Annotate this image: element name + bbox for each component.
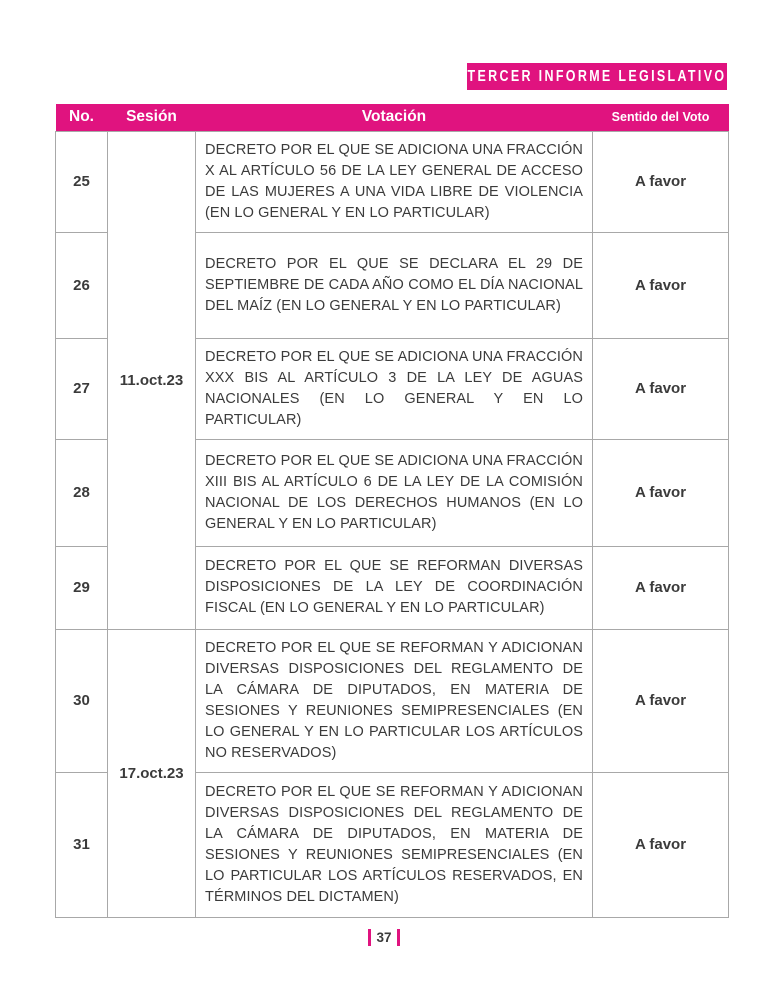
table-row [56,131,729,232]
votacion-text: DECRETO POR EL QUE SE DECLARA EL 29 DE SEPTIEMBRE DE CADA AÑO COMO EL DÍA NACIONAL DEL MAÍZ (EN LO GENERAL Y EN LO PARTICULAR) [196,232,593,338]
votacion-text: DECRETO POR EL QUE SE ADICIONA UNA FRACCIÓN XXX BIS AL ARTÍCULO 3 DE LA LEY DE AGUAS NACIONALES (EN LO GENERAL Y EN LO PARTICULAR) [196,338,593,439]
vote-direction: A favor [593,546,729,629]
table-row [56,629,729,772]
row-number: 25 [56,131,108,232]
vote-direction: A favor [593,232,729,338]
report-title-banner [467,63,727,90]
votacion-text: DECRETO POR EL QUE SE ADICIONA UNA FRACCIÓN XIII BIS AL ARTÍCULO 6 DE LA LEY DE LA COMISIÓN NACIONAL DE LOS DERECHOS HUMANOS (EN LO GENERAL Y EN LO PARTICULAR) [196,439,593,546]
votacion-text: DECRETO POR EL QUE SE REFORMAN Y ADICIONAN DIVERSAS DISPOSICIONES DEL REGLAMENTO DE LA CÁMARA DE DIPUTADOS, EN MATERIA DE SESIONES Y REUNIONES SEMIPRESENCIALES (EN LO GENERAL Y EN LO PARTICULAR LOS ARTÍCULOS NO RESERVADOS) [196,629,593,772]
votes-table [55,104,729,918]
column-header-votacion: Votación [196,104,593,131]
vote-direction: A favor [593,629,729,772]
row-number: 28 [56,439,108,546]
row-number: 30 [56,629,108,772]
votes-table-header [56,104,729,131]
page-number-right-bar [397,929,400,946]
column-header-no: No. [56,104,108,131]
column-header-sentido: Sentido del Voto [593,104,729,131]
row-number: 29 [56,546,108,629]
page-footer [0,929,768,946]
session-date: 17.oct.23 [108,629,196,917]
vote-direction: A favor [593,772,729,917]
page-number-left-bar [368,929,371,946]
votacion-text: DECRETO POR EL QUE SE REFORMAN DIVERSAS DISPOSICIONES DE LA LEY DE COORDINACIÓN FISCAL (EN LO GENERAL Y EN LO PARTICULAR) [196,546,593,629]
vote-direction: A favor [593,131,729,232]
row-number: 31 [56,772,108,917]
votacion-text: DECRETO POR EL QUE SE REFORMAN Y ADICIONAN DIVERSAS DISPOSICIONES DEL REGLAMENTO DE LA CÁMARA DE DIPUTADOS, EN MATERIA DE SESIONES Y REUNIONES SEMIPRESENCIALES (EN LO PARTICULAR LOS ARTÍCULOS RESERVADOS, EN TÉRMINOS DEL DICTAMEN) [196,772,593,917]
vote-direction: A favor [593,338,729,439]
session-date: 11.oct.23 [108,131,196,629]
row-number: 26 [56,232,108,338]
row-number: 27 [56,338,108,439]
votacion-text: DECRETO POR EL QUE SE ADICIONA UNA FRACCIÓN X AL ARTÍCULO 56 DE LA LEY GENERAL DE ACCESO DE LAS MUJERES A UNA VIDA LIBRE DE VIOLENCIA (EN LO GENERAL Y EN LO PARTICULAR) [196,131,593,232]
page-number: 37 [376,930,392,945]
vote-direction: A favor [593,439,729,546]
report-title: TERCER INFORME LEGISLATIVO [467,67,727,85]
column-header-sesion: Sesión [108,104,196,131]
